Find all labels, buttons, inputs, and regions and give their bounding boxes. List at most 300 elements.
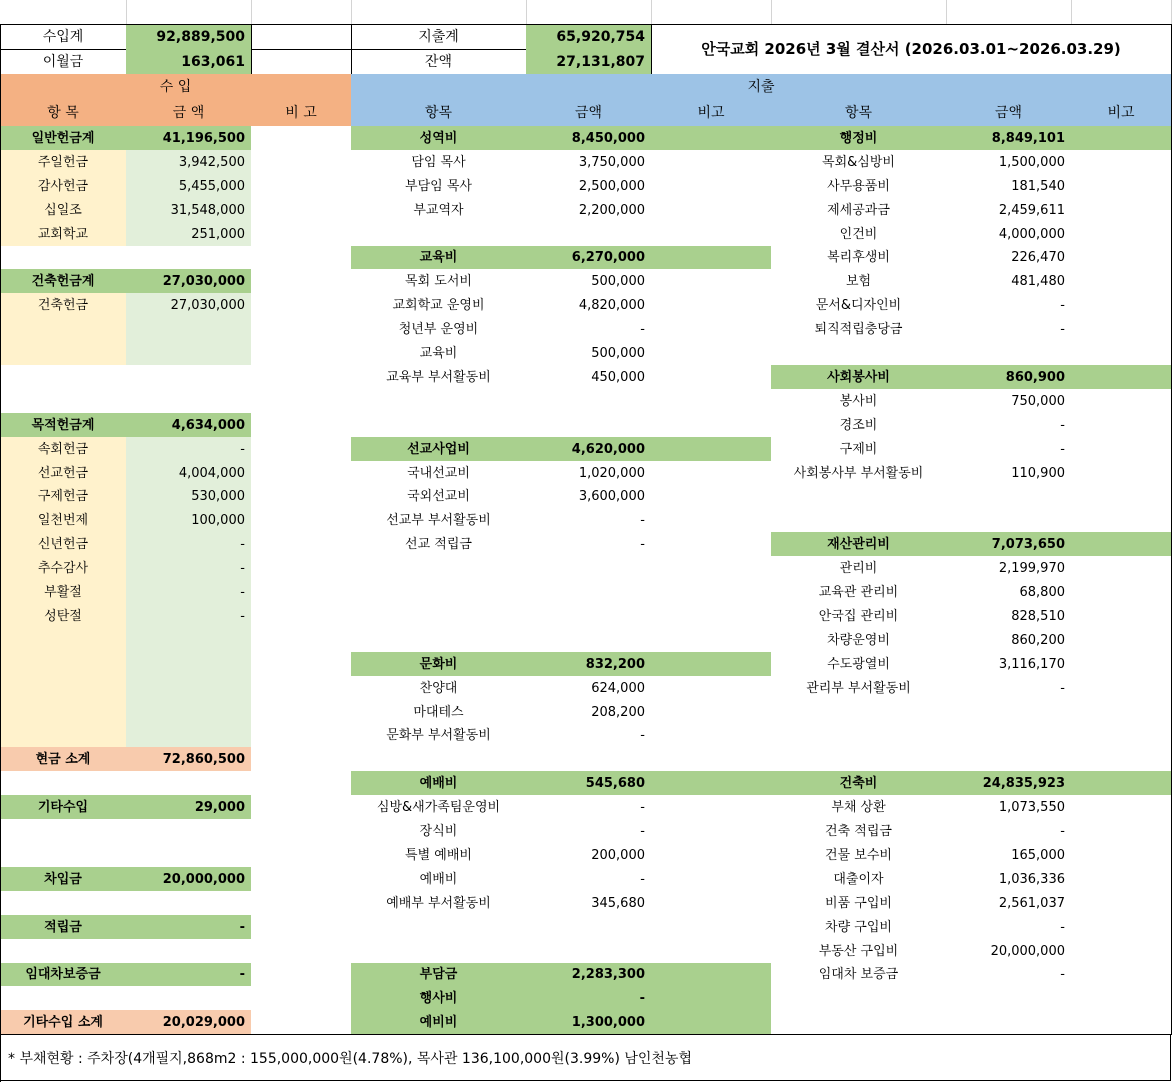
- income-label[interactable]: 교회학교: [0, 222, 127, 247]
- expense2-amount[interactable]: -: [946, 963, 1072, 987]
- income-amount[interactable]: [126, 771, 252, 796]
- income-amount[interactable]: [126, 652, 252, 677]
- expense1-amount[interactable]: 2,283,300: [526, 963, 652, 987]
- income-note[interactable]: [251, 293, 352, 318]
- income-note[interactable]: [251, 341, 352, 366]
- expense2-note[interactable]: [1071, 986, 1172, 1011]
- income-amount[interactable]: 100,000: [126, 508, 252, 533]
- expense2-amount[interactable]: 1,073,550: [946, 795, 1072, 820]
- expense1-amount[interactable]: 3,750,000: [526, 150, 652, 175]
- expense2-label[interactable]: 제세공과금: [771, 198, 947, 223]
- expense1-note[interactable]: [651, 915, 772, 940]
- income-note[interactable]: [251, 580, 352, 605]
- expense1-amount[interactable]: -: [526, 724, 652, 748]
- expense2-note[interactable]: [1071, 556, 1172, 581]
- expense2-label[interactable]: 보험: [771, 269, 947, 294]
- income-label[interactable]: [0, 771, 127, 796]
- income-note[interactable]: [251, 532, 352, 557]
- expense1-note[interactable]: [651, 246, 772, 270]
- expense1-note[interactable]: [651, 700, 772, 725]
- empty-cell[interactable]: [946, 0, 1072, 25]
- expense1-label[interactable]: 교회학교 운영비: [351, 293, 527, 318]
- expense1-label[interactable]: 예비비: [351, 1010, 527, 1035]
- expense1-amount[interactable]: -: [526, 317, 652, 342]
- expense1-label[interactable]: 국외선교비: [351, 485, 527, 509]
- expense2-label[interactable]: 경조비: [771, 413, 947, 438]
- expense1-note[interactable]: [651, 174, 772, 199]
- income-amount[interactable]: -: [126, 532, 252, 557]
- expense1-label[interactable]: 부담임 목사: [351, 174, 527, 199]
- expense1-label[interactable]: 문화비: [351, 652, 527, 677]
- expense1-amount[interactable]: 208,200: [526, 700, 652, 725]
- empty-cell[interactable]: [251, 49, 352, 75]
- expense1-note[interactable]: [651, 628, 772, 653]
- income-label[interactable]: [0, 986, 127, 1011]
- expense2-note[interactable]: [1071, 508, 1172, 533]
- income-note[interactable]: [251, 724, 352, 748]
- expense2-label[interactable]: 사회봉사부 부서활동비: [771, 461, 947, 486]
- expense2-note[interactable]: [1071, 461, 1172, 486]
- expense2-label[interactable]: 관리비: [771, 556, 947, 581]
- expense2-note[interactable]: [1071, 795, 1172, 820]
- expense1-amount[interactable]: 3,600,000: [526, 485, 652, 509]
- income-note[interactable]: [251, 771, 352, 796]
- expense1-amount[interactable]: 1,020,000: [526, 461, 652, 486]
- income-note[interactable]: [251, 246, 352, 270]
- expense1-amount[interactable]: 500,000: [526, 269, 652, 294]
- income-amount[interactable]: -: [126, 437, 252, 462]
- expense2-amount[interactable]: 181,540: [946, 174, 1072, 199]
- income-label[interactable]: [0, 365, 127, 390]
- empty-cell[interactable]: [1071, 0, 1172, 25]
- income-label[interactable]: 속회헌금: [0, 437, 127, 462]
- expense1-amount[interactable]: [526, 222, 652, 247]
- expense1-amount[interactable]: 1,300,000: [526, 1010, 652, 1035]
- expense1-label[interactable]: 마대테스: [351, 700, 527, 725]
- expense1-amount[interactable]: -: [526, 795, 652, 820]
- expense1-label[interactable]: 국내선교비: [351, 461, 527, 486]
- expense1-note[interactable]: [651, 389, 772, 414]
- income-label[interactable]: [0, 389, 127, 414]
- income-note[interactable]: [251, 389, 352, 414]
- income-amount[interactable]: -: [126, 604, 252, 629]
- income-note[interactable]: [251, 891, 352, 916]
- income-amount[interactable]: [126, 819, 252, 844]
- income-amount[interactable]: [126, 246, 252, 270]
- income-label[interactable]: 일천번제: [0, 508, 127, 533]
- income-note[interactable]: [251, 413, 352, 438]
- income-note[interactable]: [251, 556, 352, 581]
- expense2-amount[interactable]: -: [946, 437, 1072, 462]
- column-header[interactable]: 비 고: [251, 100, 352, 127]
- income-amount[interactable]: [126, 341, 252, 366]
- income-amount[interactable]: [126, 724, 252, 748]
- expense1-amount[interactable]: [526, 747, 652, 772]
- expense1-label[interactable]: 선교부 부서활동비: [351, 508, 527, 533]
- empty-cell[interactable]: [526, 0, 652, 25]
- expense2-amount[interactable]: 828,510: [946, 604, 1072, 629]
- income-label[interactable]: [0, 676, 127, 701]
- expense2-label[interactable]: [771, 747, 947, 772]
- expense1-amount[interactable]: 2,200,000: [526, 198, 652, 223]
- expense1-note[interactable]: [651, 341, 772, 366]
- expense2-note[interactable]: [1071, 939, 1172, 964]
- expense2-amount[interactable]: -: [946, 317, 1072, 342]
- income-label[interactable]: 임대차보증금: [0, 963, 127, 987]
- expense1-amount[interactable]: [526, 915, 652, 940]
- carryover-value[interactable]: 163,061: [126, 49, 252, 75]
- expense2-label[interactable]: 임대차 보증금: [771, 963, 947, 987]
- expense2-note[interactable]: [1071, 150, 1172, 175]
- income-label[interactable]: [0, 317, 127, 342]
- income-label[interactable]: 기타수입: [0, 795, 127, 820]
- expense1-note[interactable]: [651, 198, 772, 223]
- expense1-amount[interactable]: 4,820,000: [526, 293, 652, 318]
- income-amount[interactable]: 31,548,000: [126, 198, 252, 223]
- expense2-amount[interactable]: 481,480: [946, 269, 1072, 294]
- income-label[interactable]: [0, 246, 127, 270]
- income-amount[interactable]: [126, 986, 252, 1011]
- income-amount[interactable]: 27,030,000: [126, 293, 252, 318]
- expense1-note[interactable]: [651, 485, 772, 509]
- expense2-amount[interactable]: [946, 724, 1072, 748]
- expense2-note[interactable]: [1071, 485, 1172, 509]
- expense1-amount[interactable]: 450,000: [526, 365, 652, 390]
- expense2-label[interactable]: 안국집 관리비: [771, 604, 947, 629]
- expense2-amount[interactable]: 68,800: [946, 580, 1072, 605]
- expense2-amount[interactable]: 110,900: [946, 461, 1072, 486]
- expense1-note[interactable]: [651, 771, 772, 796]
- expense2-label[interactable]: 관리부 부서활동비: [771, 676, 947, 701]
- income-label[interactable]: 추수감사: [0, 556, 127, 581]
- expense2-label[interactable]: 사무용품비: [771, 174, 947, 199]
- income-note[interactable]: [251, 126, 352, 151]
- empty-cell[interactable]: [126, 0, 252, 25]
- income-amount[interactable]: [126, 700, 252, 725]
- expense1-amount[interactable]: [526, 413, 652, 438]
- expense1-label[interactable]: 심방&새가족팀운영비: [351, 795, 527, 820]
- expense2-label[interactable]: 재산관리비: [771, 532, 947, 557]
- expense1-amount[interactable]: 832,200: [526, 652, 652, 677]
- expense2-note[interactable]: [1071, 628, 1172, 653]
- expense2-note[interactable]: [1071, 915, 1172, 940]
- expense2-label[interactable]: 차량 구입비: [771, 915, 947, 940]
- expense2-amount[interactable]: [946, 1010, 1072, 1035]
- income-amount[interactable]: 251,000: [126, 222, 252, 247]
- expense1-label[interactable]: 성역비: [351, 126, 527, 151]
- expense2-amount[interactable]: -: [946, 293, 1072, 318]
- expense1-label[interactable]: 찬양대: [351, 676, 527, 701]
- expense2-note[interactable]: [1071, 174, 1172, 199]
- expense2-note[interactable]: [1071, 604, 1172, 629]
- expense1-label[interactable]: 특별 예배비: [351, 843, 527, 868]
- column-header[interactable]: 금액: [526, 100, 652, 127]
- expense1-amount[interactable]: -: [526, 532, 652, 557]
- income-label[interactable]: 기타수입 소계: [0, 1010, 127, 1035]
- expense1-note[interactable]: [651, 532, 772, 557]
- expense2-amount[interactable]: -: [946, 819, 1072, 844]
- expense1-note[interactable]: [651, 413, 772, 438]
- expense1-note[interactable]: [651, 747, 772, 772]
- expense1-label[interactable]: 장식비: [351, 819, 527, 844]
- income-total-value[interactable]: 92,889,500: [126, 24, 252, 50]
- expense2-label[interactable]: 교육관 관리비: [771, 580, 947, 605]
- income-label[interactable]: 부활절: [0, 580, 127, 605]
- empty-cell[interactable]: [651, 0, 772, 25]
- expense2-amount[interactable]: 24,835,923: [946, 771, 1072, 796]
- income-amount[interactable]: 20,000,000: [126, 867, 252, 892]
- expense2-label[interactable]: [771, 341, 947, 366]
- expense1-label[interactable]: 행사비: [351, 986, 527, 1011]
- expense2-note[interactable]: [1071, 700, 1172, 725]
- expense1-note[interactable]: [651, 556, 772, 581]
- income-note[interactable]: [251, 747, 352, 772]
- expense-section-header[interactable]: 지출: [351, 74, 1172, 101]
- income-note[interactable]: [251, 150, 352, 175]
- balance-label[interactable]: 잔액: [351, 49, 527, 75]
- expense2-note[interactable]: [1071, 580, 1172, 605]
- expense1-note[interactable]: [651, 843, 772, 868]
- expense1-amount[interactable]: [526, 556, 652, 581]
- income-amount[interactable]: 3,942,500: [126, 150, 252, 175]
- income-label[interactable]: 신년헌금: [0, 532, 127, 557]
- expense1-note[interactable]: [651, 126, 772, 151]
- expense1-note[interactable]: [651, 652, 772, 677]
- expense1-label[interactable]: [351, 556, 527, 581]
- income-label[interactable]: 건축헌금계: [0, 269, 127, 294]
- expense1-note[interactable]: [651, 461, 772, 486]
- income-label[interactable]: 일반헌금계: [0, 126, 127, 151]
- expense2-amount[interactable]: [946, 485, 1072, 509]
- income-label[interactable]: [0, 724, 127, 748]
- expense2-label[interactable]: [771, 508, 947, 533]
- expense1-note[interactable]: [651, 437, 772, 462]
- expense1-amount[interactable]: [526, 604, 652, 629]
- empty-cell[interactable]: [351, 0, 527, 25]
- expense1-amount[interactable]: -: [526, 508, 652, 533]
- balance-value[interactable]: 27,131,807: [526, 49, 652, 75]
- expense1-amount[interactable]: [526, 628, 652, 653]
- income-note[interactable]: [251, 819, 352, 844]
- expense2-amount[interactable]: -: [946, 915, 1072, 940]
- expense2-label[interactable]: 인건비: [771, 222, 947, 247]
- expense2-label[interactable]: 건축비: [771, 771, 947, 796]
- expense2-note[interactable]: [1071, 293, 1172, 318]
- expense1-note[interactable]: [651, 1010, 772, 1035]
- income-label[interactable]: [0, 628, 127, 653]
- income-label[interactable]: 현금 소계: [0, 747, 127, 772]
- income-amount[interactable]: -: [126, 915, 252, 940]
- expense2-note[interactable]: [1071, 891, 1172, 916]
- expense1-note[interactable]: [651, 867, 772, 892]
- income-note[interactable]: [251, 461, 352, 486]
- expense1-note[interactable]: [651, 795, 772, 820]
- expense2-amount[interactable]: 2,561,037: [946, 891, 1072, 916]
- expense1-label[interactable]: 예배부 부서활동비: [351, 891, 527, 916]
- expense2-note[interactable]: [1071, 341, 1172, 366]
- income-label[interactable]: 성탄절: [0, 604, 127, 629]
- income-label[interactable]: 십일조: [0, 198, 127, 223]
- income-note[interactable]: [251, 963, 352, 987]
- expense2-note[interactable]: [1071, 126, 1172, 151]
- expense1-label[interactable]: [351, 915, 527, 940]
- expense2-label[interactable]: [771, 1010, 947, 1035]
- income-note[interactable]: [251, 843, 352, 868]
- expense1-amount[interactable]: -: [526, 819, 652, 844]
- income-amount[interactable]: 20,029,000: [126, 1010, 252, 1035]
- income-note[interactable]: [251, 174, 352, 199]
- expense1-note[interactable]: [651, 580, 772, 605]
- expense1-label[interactable]: [351, 604, 527, 629]
- expense2-note[interactable]: [1071, 317, 1172, 342]
- column-header[interactable]: 금 액: [126, 100, 252, 127]
- expense2-label[interactable]: 복리후생비: [771, 246, 947, 270]
- expense2-amount[interactable]: 1,500,000: [946, 150, 1072, 175]
- expense1-note[interactable]: [651, 604, 772, 629]
- expense1-amount[interactable]: 545,680: [526, 771, 652, 796]
- expense1-note[interactable]: [651, 963, 772, 987]
- expense2-amount[interactable]: 860,900: [946, 365, 1072, 390]
- income-label[interactable]: [0, 819, 127, 844]
- expense1-note[interactable]: [651, 939, 772, 964]
- income-amount[interactable]: [126, 389, 252, 414]
- income-label[interactable]: 차입금: [0, 867, 127, 892]
- empty-cell[interactable]: [251, 24, 352, 50]
- income-note[interactable]: [251, 986, 352, 1011]
- expense1-label[interactable]: [351, 413, 527, 438]
- income-amount[interactable]: 5,455,000: [126, 174, 252, 199]
- income-amount[interactable]: [126, 676, 252, 701]
- expense1-label[interactable]: 선교사업비: [351, 437, 527, 462]
- expense1-label[interactable]: 선교 적립금: [351, 532, 527, 557]
- expense2-note[interactable]: [1071, 532, 1172, 557]
- income-note[interactable]: [251, 222, 352, 247]
- expense2-note[interactable]: [1071, 365, 1172, 390]
- expense1-label[interactable]: 교육비: [351, 246, 527, 270]
- expense2-label[interactable]: 건축 적립금: [771, 819, 947, 844]
- income-note[interactable]: [251, 795, 352, 820]
- expense1-label[interactable]: [351, 628, 527, 653]
- report-title[interactable]: 안국교회 2026년 3월 결산서 (2026.03.01~2026.03.29): [651, 24, 1172, 75]
- expense2-note[interactable]: [1071, 222, 1172, 247]
- income-amount[interactable]: 41,196,500: [126, 126, 252, 151]
- expense1-amount[interactable]: -: [526, 986, 652, 1011]
- expense1-note[interactable]: [651, 150, 772, 175]
- expense1-label[interactable]: 목회 도서비: [351, 269, 527, 294]
- expense2-amount[interactable]: [946, 700, 1072, 725]
- income-note[interactable]: [251, 604, 352, 629]
- expense1-amount[interactable]: 8,450,000: [526, 126, 652, 151]
- expense1-label[interactable]: [351, 580, 527, 605]
- expense2-amount[interactable]: [946, 508, 1072, 533]
- expense2-note[interactable]: [1071, 652, 1172, 677]
- income-amount[interactable]: [126, 843, 252, 868]
- expense1-label[interactable]: 부담금: [351, 963, 527, 987]
- income-amount[interactable]: [126, 365, 252, 390]
- expense1-label[interactable]: 담임 목사: [351, 150, 527, 175]
- expense1-amount[interactable]: 6,270,000: [526, 246, 652, 270]
- expense1-note[interactable]: [651, 365, 772, 390]
- income-label[interactable]: 건축헌금: [0, 293, 127, 318]
- expense2-label[interactable]: 퇴직적립충당금: [771, 317, 947, 342]
- expense1-note[interactable]: [651, 317, 772, 342]
- income-amount[interactable]: [126, 939, 252, 964]
- income-note[interactable]: [251, 628, 352, 653]
- expense2-note[interactable]: [1071, 198, 1172, 223]
- expense2-note[interactable]: [1071, 437, 1172, 462]
- income-label[interactable]: 목적헌금계: [0, 413, 127, 438]
- expense2-label[interactable]: 대출이자: [771, 867, 947, 892]
- expense2-label[interactable]: 봉사비: [771, 389, 947, 414]
- column-header[interactable]: 금액: [946, 100, 1072, 127]
- expense2-note[interactable]: [1071, 771, 1172, 796]
- income-note[interactable]: [251, 1010, 352, 1035]
- empty-cell[interactable]: [251, 0, 352, 25]
- income-label[interactable]: [0, 891, 127, 916]
- income-note[interactable]: [251, 939, 352, 964]
- income-label[interactable]: [0, 939, 127, 964]
- income-amount[interactable]: [126, 891, 252, 916]
- income-amount[interactable]: -: [126, 963, 252, 987]
- income-label[interactable]: 선교헌금: [0, 461, 127, 486]
- expense-total-value[interactable]: 65,920,754: [526, 24, 652, 50]
- expense2-note[interactable]: [1071, 413, 1172, 438]
- expense2-note[interactable]: [1071, 819, 1172, 844]
- empty-cell[interactable]: [771, 0, 947, 25]
- income-amount[interactable]: 29,000: [126, 795, 252, 820]
- expense2-amount[interactable]: 165,000: [946, 843, 1072, 868]
- expense2-amount[interactable]: 1,036,336: [946, 867, 1072, 892]
- expense2-label[interactable]: 문서&디자인비: [771, 293, 947, 318]
- income-label[interactable]: [0, 652, 127, 677]
- expense2-amount[interactable]: 2,459,611: [946, 198, 1072, 223]
- expense1-label[interactable]: 청년부 운영비: [351, 317, 527, 342]
- expense1-label[interactable]: [351, 747, 527, 772]
- expense1-amount[interactable]: [526, 389, 652, 414]
- income-label[interactable]: 적립금: [0, 915, 127, 940]
- expense2-note[interactable]: [1071, 676, 1172, 701]
- expense1-label[interactable]: 교육부 부서활동비: [351, 365, 527, 390]
- carryover-label[interactable]: 이월금: [0, 49, 127, 75]
- expense2-amount[interactable]: 8,849,101: [946, 126, 1072, 151]
- income-amount[interactable]: 4,634,000: [126, 413, 252, 438]
- income-note[interactable]: [251, 652, 352, 677]
- expense2-note[interactable]: [1071, 269, 1172, 294]
- income-note[interactable]: [251, 508, 352, 533]
- expense2-note[interactable]: [1071, 867, 1172, 892]
- income-amount[interactable]: -: [126, 580, 252, 605]
- expense1-note[interactable]: [651, 676, 772, 701]
- expense1-amount[interactable]: 2,500,000: [526, 174, 652, 199]
- expense1-note[interactable]: [651, 986, 772, 1011]
- expense1-amount[interactable]: 345,680: [526, 891, 652, 916]
- expense1-label[interactable]: [351, 222, 527, 247]
- income-amount[interactable]: 27,030,000: [126, 269, 252, 294]
- expense2-label[interactable]: 비품 구입비: [771, 891, 947, 916]
- expense1-amount[interactable]: 500,000: [526, 341, 652, 366]
- column-header[interactable]: 항목: [771, 100, 947, 127]
- income-note[interactable]: [251, 915, 352, 940]
- expense2-note[interactable]: [1071, 843, 1172, 868]
- expense2-note[interactable]: [1071, 724, 1172, 748]
- income-amount[interactable]: 530,000: [126, 485, 252, 509]
- income-amount[interactable]: 72,860,500: [126, 747, 252, 772]
- expense1-label[interactable]: 예배비: [351, 867, 527, 892]
- expense2-amount[interactable]: 7,073,650: [946, 532, 1072, 557]
- expense2-label[interactable]: 사회봉사비: [771, 365, 947, 390]
- expense1-label[interactable]: [351, 389, 527, 414]
- expense1-note[interactable]: [651, 222, 772, 247]
